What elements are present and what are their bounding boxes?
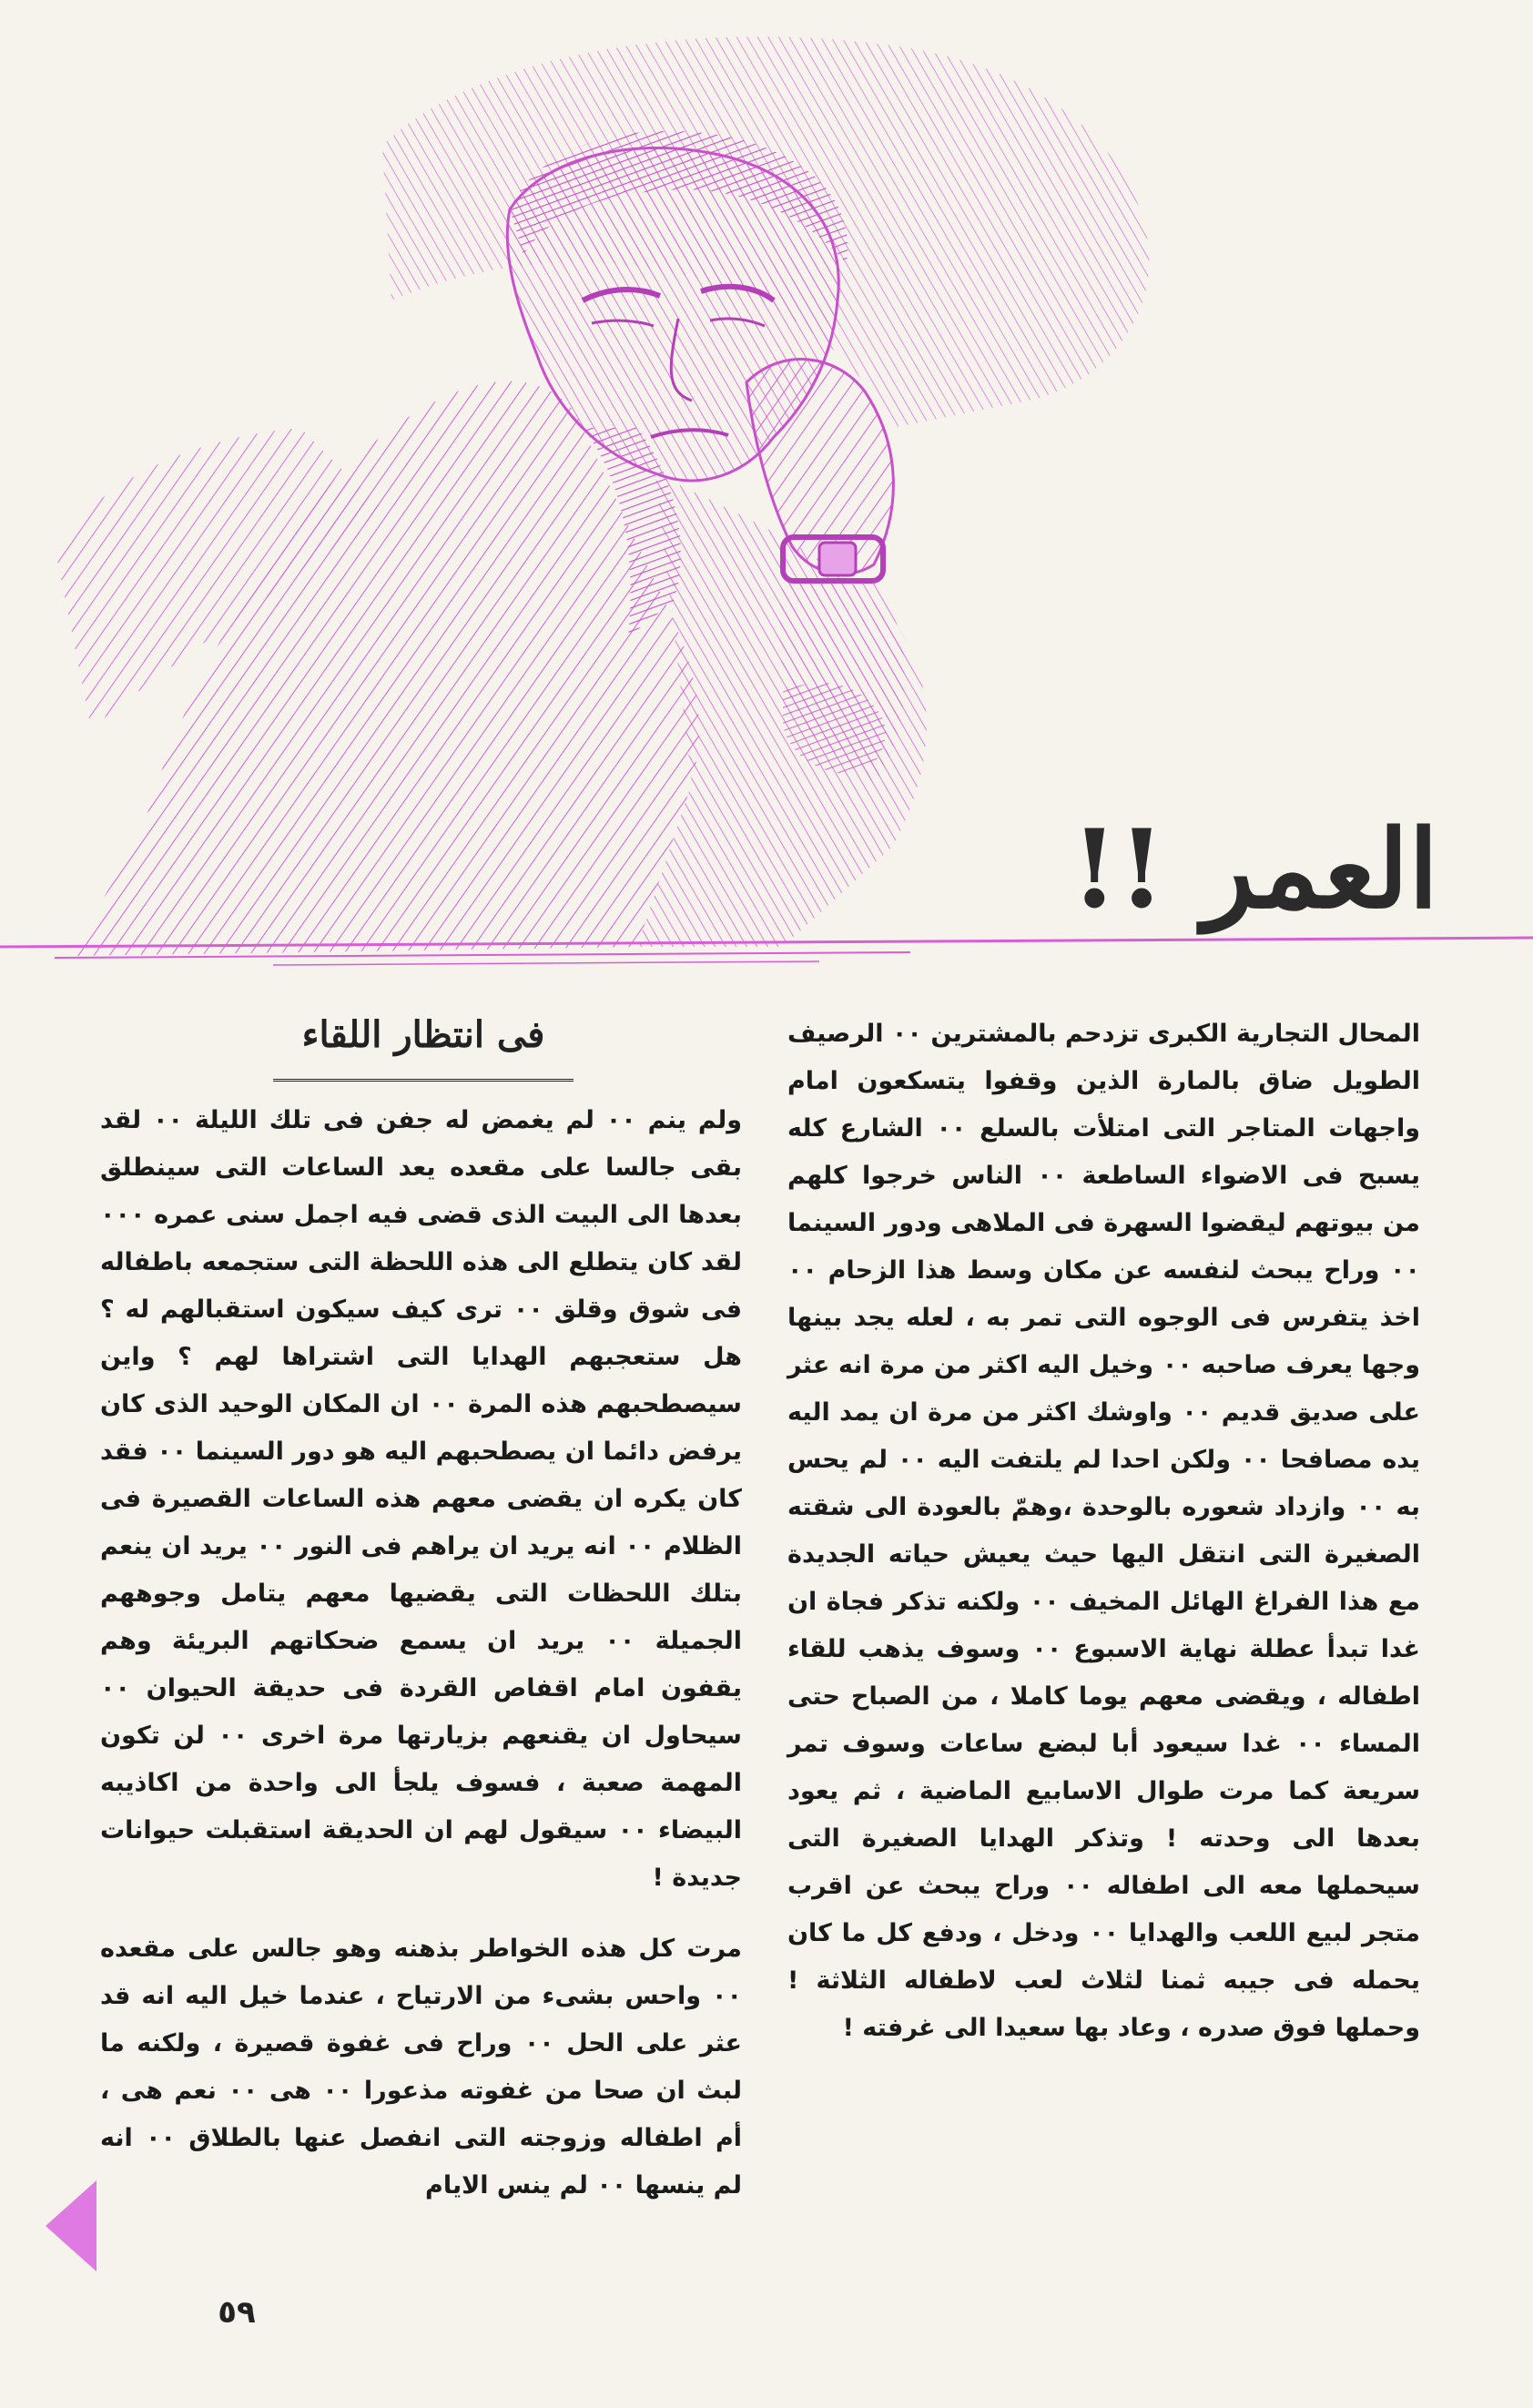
paragraph: مرت كل هذه الخواطر بذهنه وهو جالس على مقعده ٠٠ واحس بشىء من الارتياح ، عندما خيل اليه انه قد عثر على الحل ٠٠ وراح فى غفوة قصيرة ، ولكنه ما لبث ان صحا من غفوته مذعورا ٠٠ هى ٠٠ نعم هى ، أم اطفاله وزوجته التى انفصل عنها بالطلاق ٠٠ انه لم ينسها ٠٠ لم ينس الايام (100, 1935, 742, 2200)
pink-triangle-marker-icon (46, 2180, 96, 2271)
story-title: العمر !! (1071, 806, 1438, 932)
paragraph: ولم ينم ٠٠ لم يغمض له جفن فى تلك الليلة ٠٠ لقد بقى جالسا على مقعده يعد الساعات التى سينطلق بعدها الى البيت الذى قضى فيه اجمل سنى عمره ٠٠٠ لقد كان يتطلع الى هذه اللحظة التى ستجمعه باطفاله فى شوق وقلق ٠٠ ترى كيف سيكون استقبالهم له ؟ هل ستعجبهم الهدايا التى اشتراها لهم ؟ واين سيصطحبهم هذه المرة ٠٠ ان المكان الوحيد الذى كان يرفض دائما ان يصطحبهم اليه هو دور السينما ٠٠ فقد كان يكره ان يقضى معهم هذه الساعات القصيرة فى الظلام ٠٠ انه يريد ان يراهم فى النور ٠٠ يريد ان ينعم بتلك اللحظات التى يقضيها معهم يتامل وجوههم الجميلة ٠٠ يريد ان يسمع ضحكاتهم البريئة وهم يقفون امام اقفاص القردة فى حديقة الحيوان ٠٠ سيحاول ان يقنعهم بزيارتها مرة اخرى ٠٠ لن تكون المهمة صعبة ، فسوف يلجأ الى واحدة من اكاذيبه البيضاء ٠٠ سيقول لهم ان الحديقة استقبلت حيوانات جديدة ! (100, 1106, 743, 1892)
page-number: ٥٩ (218, 2294, 256, 2331)
paragraph: المحال التجارية الكبرى تزدحم بالمشترين ٠٠ الرصيف الطويل ضاق بالمارة الذين وقفوا يتسكعون امام واجهات المتاجر التى امتلأت بالسلع ٠٠ الشارع كله يسبح فى الاضواء الساطعة ٠٠ الناس خرجوا كلهم من بيوتهم ليقضوا السهرة فى الملاهى ودور السينما ٠٠ وراح يبحث لنفسه عن مكان وسط هذا الزحام ٠٠ اخذ يتفرس فى الوجوه التى تمر به ، لعله يجد بينها وجها يعرف صاحبه ٠٠ وخيل اليه اكثر من مرة انه عثر على صديق قديم ٠٠ واوشك اكثر من مرة ان يمد اليه يده مصافحا ٠٠ ولكن احدا لم يلتفت اليه ٠٠ لم يحس به ٠٠ وازداد شعوره بالوحدة ،وهمّ بالعودة الى شقته الصغيرة التى انتقل اليها حيث يعيش حياته الجديدة مع هذا الفراغ الهائل المخيف ٠٠ ولكنه تذكر فجاة ان غدا تبدأ عطلة نهاية الاسبوع ٠٠ وسوف يذهب للقاء اطفاله ، ويقضى معهم يوما كاملا ، من الصباح حتى المساء ٠٠ غدا سيعود أبا لبضع ساعات وسوف تمر سريعة كما مرت طوال الاسابيع الماضية ، ثم يعود بعدها الى وحدته ! وتذكر الهدايا الصغيرة التى سيحملها معه الى اطفاله ٠٠ وراح يبحث عن اقرب متجر لبيع اللعب والهدايا ٠٠ ودخل ، ودفع كل ما كان يحمله فى جيبه ثمنا لثلاث لعب لاطفاله الثلاثة ! وحملها فوق صدره ، وعاد بها سعيدا الى غرفته ! (787, 1020, 1421, 2042)
article-column-right (787, 1011, 1420, 2065)
article-column-left (100, 1097, 742, 2222)
section-subheading: فى انتظار اللقاء (273, 1006, 574, 1082)
